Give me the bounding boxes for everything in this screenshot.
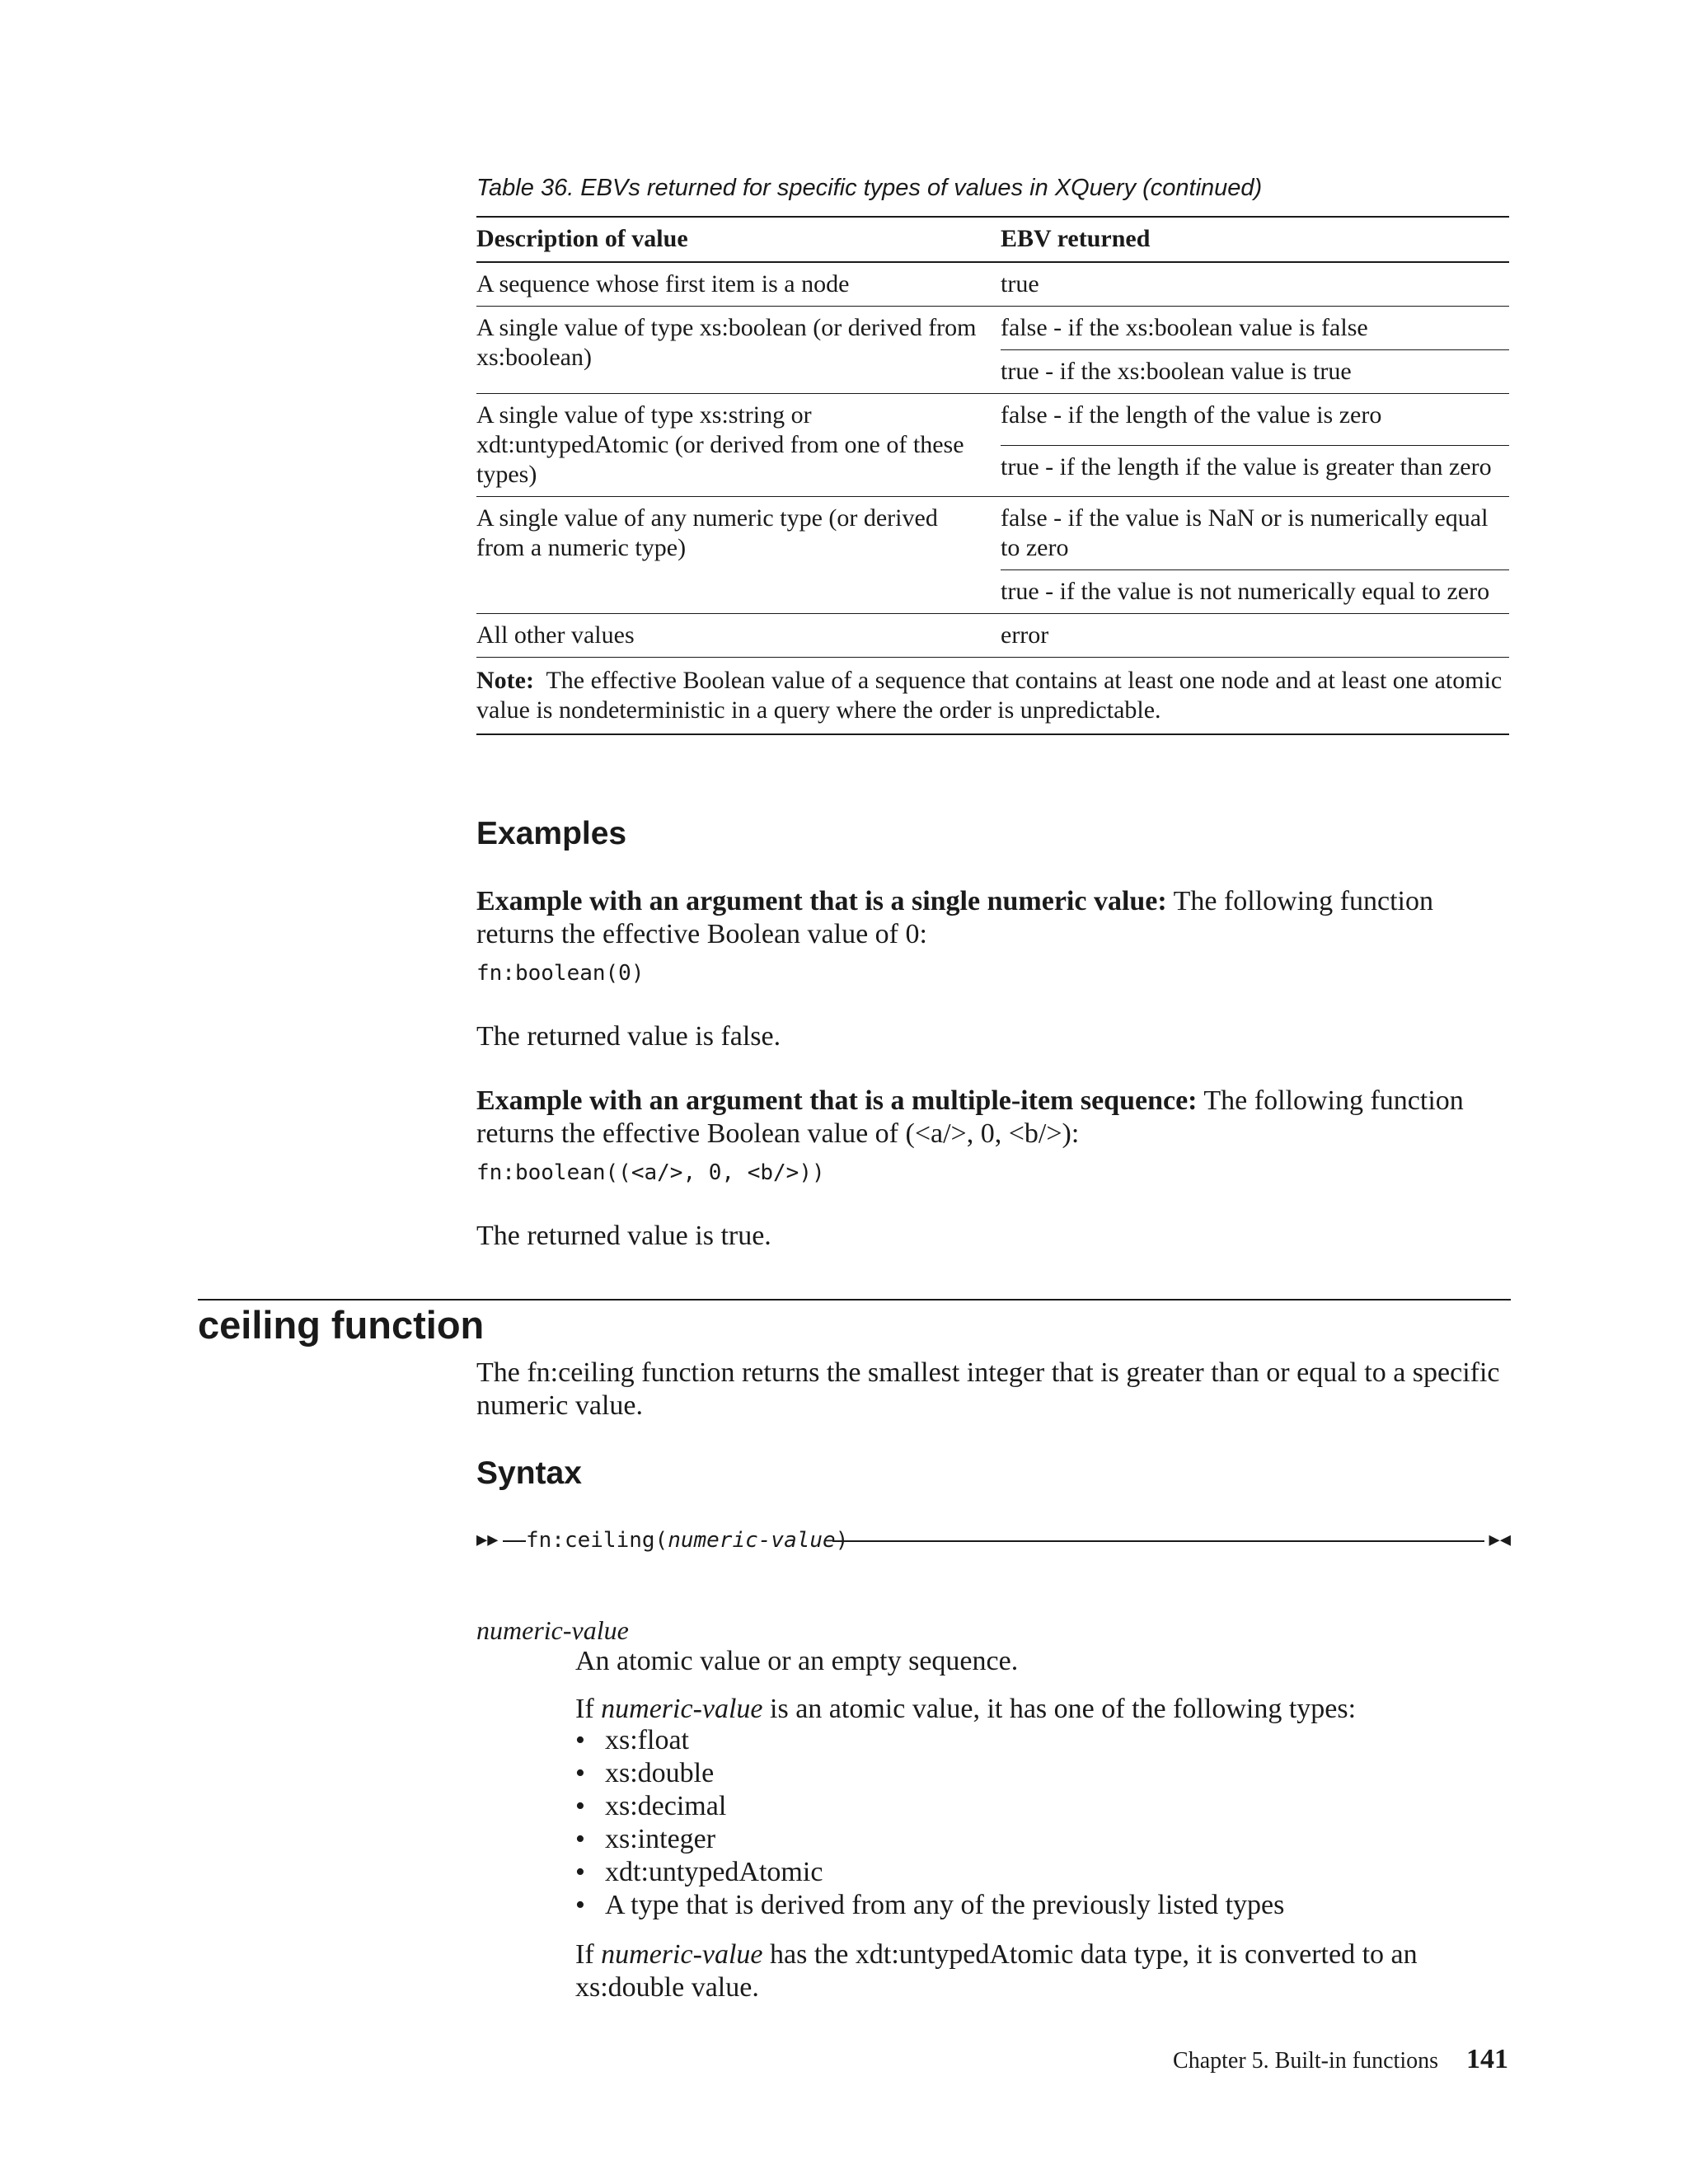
type-name: xs:float: [605, 1725, 689, 1755]
table-cell-description: A sequence whose first item is a node: [476, 270, 850, 298]
parameter-name: numeric-value: [476, 1615, 629, 1645]
example-1-title: Example with an argument that is a single numeric value:: [476, 886, 1167, 916]
conversion-param: numeric-value: [601, 1939, 763, 1970]
bullet-icon: •: [575, 1725, 585, 1755]
table-cell-ebv: true - if the xs:boolean value is true: [1001, 350, 1509, 394]
ceiling-intro: The fn:ceiling function returns the smallest integer that is greater than or equal to a specific numeric value.: [476, 1357, 1500, 1421]
page-footer: [1173, 2044, 1508, 2075]
example-2-code: fn:boolean((<a/>, 0, <b/>)): [476, 1160, 825, 1185]
syntax-close: ): [835, 1528, 849, 1553]
table-header-row: [476, 217, 1509, 262]
parameter-description: An atomic value or an empty sequence.: [575, 1646, 1019, 1676]
conversion-pre: If: [575, 1939, 602, 1970]
example-1-result: The returned value is false.: [476, 1021, 781, 1052]
list-item: [575, 1790, 1284, 1823]
table-cell-ebv: false - if the length of the value is zero: [1001, 401, 1382, 429]
example-2-paragraph: [476, 1085, 1509, 1151]
syntax-fn-name: fn:ceiling(: [526, 1528, 668, 1553]
table-cell-ebv: false - if the value is NaN or is numerically equal to zero: [1001, 504, 1489, 561]
syntax-start-arrow-icon: ▶▶: [476, 1530, 499, 1550]
table-note-row: [476, 658, 1509, 735]
bullet-icon: •: [575, 1824, 585, 1854]
table-row: [476, 497, 1509, 570]
type-name: xs:decimal: [605, 1791, 727, 1821]
list-item: [575, 1856, 1284, 1889]
type-name: xdt:untypedAtomic: [605, 1857, 823, 1887]
page-number: 141: [1466, 2044, 1508, 2074]
table-cell-description: A single value of any numeric type (or derived from a numeric type): [476, 497, 1001, 614]
types-intro: [575, 1693, 1509, 1726]
section-divider: [198, 1299, 1511, 1301]
table-cell-description: All other values: [476, 621, 635, 649]
table-note: [476, 658, 1509, 735]
note-label: Note:: [476, 667, 534, 694]
type-name: A type that is derived from any of the previously listed types: [605, 1890, 1285, 1920]
example-1-paragraph: [476, 885, 1509, 951]
bullet-icon: •: [575, 1857, 585, 1887]
section-title: ceiling function: [198, 1303, 485, 1347]
types-list: [575, 1724, 1284, 1922]
examples-heading: Examples: [476, 816, 627, 851]
list-item: [575, 1724, 1284, 1757]
example-2-result: The returned value is true.: [476, 1221, 771, 1251]
syntax-line: [832, 1540, 1484, 1542]
syntax-diagram: [476, 1526, 1511, 1554]
list-item: [575, 1823, 1284, 1856]
example-1-text: The following function returns the effective Boolean value of 0:: [476, 886, 1433, 949]
table-caption: Table 36. EBVs returned for specific types of values in XQuery (continued): [476, 175, 1263, 201]
syntax-end-arrow-icon: ▶◀: [1489, 1530, 1511, 1550]
syntax-function: [526, 1526, 848, 1554]
types-intro-post: is an atomic value, it has one of the following types:: [762, 1694, 1357, 1724]
note-text: The effective Boolean value of a sequence that contains at least one node and at least one atomic value is nondeterministic in a query where the order is unpredictable.: [476, 667, 1503, 724]
table-cell-ebv: error: [1001, 621, 1049, 649]
table-cell-ebv: true: [1001, 270, 1039, 298]
table-row: [476, 307, 1509, 350]
table-cell-ebv: false - if the xs:boolean value is false: [1001, 314, 1368, 341]
list-item: [575, 1889, 1284, 1922]
type-name: xs:double: [605, 1758, 715, 1788]
bullet-icon: •: [575, 1890, 585, 1920]
example-1-code: fn:boolean(0): [476, 961, 645, 986]
chapter-label: Chapter 5. Built-in functions: [1173, 2048, 1438, 2074]
column-header-description: Description of value: [476, 225, 688, 252]
syntax-line: [503, 1540, 526, 1542]
table-row: [476, 394, 1509, 446]
ebv-table: [476, 216, 1509, 735]
bullet-icon: •: [575, 1791, 585, 1821]
types-intro-pre: If: [575, 1694, 602, 1724]
table-cell-ebv: true - if the value is not numerically equal to zero: [1001, 570, 1509, 614]
table-row: [476, 614, 1509, 658]
syntax-heading: Syntax: [476, 1455, 582, 1491]
example-2-text: The following function returns the effective Boolean value of (<a/>, 0, <b/>):: [476, 1085, 1464, 1149]
table-cell-description: A single value of type xs:boolean (or derived from xs:boolean): [476, 307, 1001, 394]
list-item: [575, 1757, 1284, 1790]
table-row: [476, 262, 1509, 307]
types-intro-param: numeric-value: [601, 1694, 763, 1724]
type-name: xs:integer: [605, 1824, 716, 1854]
example-2-title: Example with an argument that is a multiple-item sequence:: [476, 1085, 1198, 1116]
syntax-param: numeric-value: [668, 1528, 836, 1553]
column-header-ebv: EBV returned: [1001, 225, 1151, 252]
conversion-post: has the xdt:untypedAtomic data type, it is converted to an xs:double value.: [575, 1939, 1418, 2003]
table-cell-ebv: true - if the length if the value is greater than zero: [1001, 445, 1509, 497]
bullet-icon: •: [575, 1758, 585, 1788]
table-cell-description: A single value of type xs:string or xdt:untypedAtomic (or derived from one of these types): [476, 394, 1001, 497]
conversion-note: [575, 1938, 1509, 2004]
